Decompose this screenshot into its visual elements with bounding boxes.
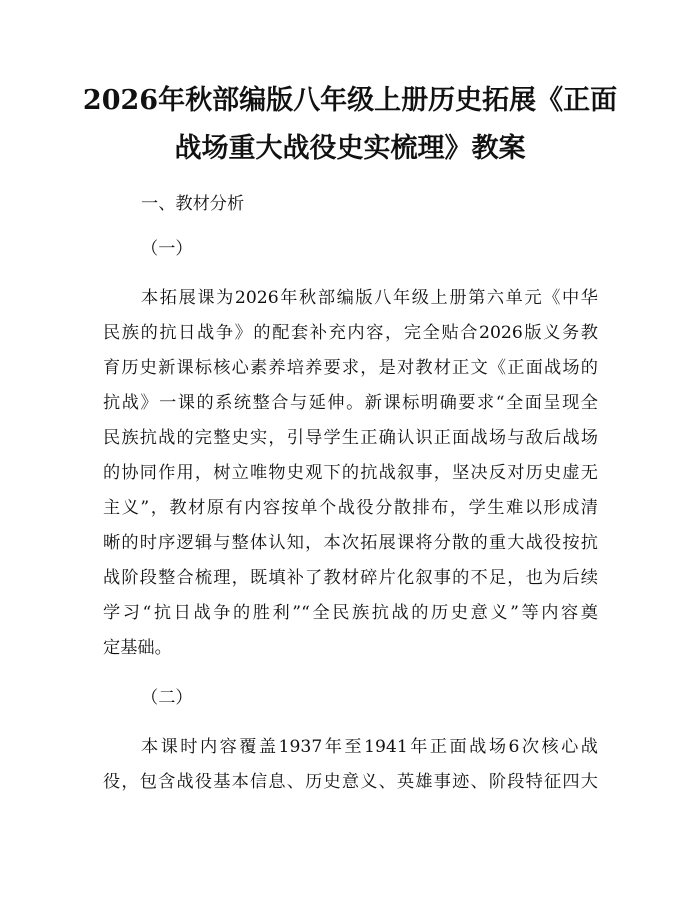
subsection-heading-1: （一） xyxy=(141,239,193,259)
paragraph-line: 定基础。 xyxy=(103,638,172,658)
subsection-heading-2: （二） xyxy=(141,688,193,708)
document-title-line-1: 2026年秋部编版八年级上册历史拓展《正面 xyxy=(82,85,618,116)
paragraph-line: 晰的时序逻辑与整体认知，本次拓展课将分散的重大战役按抗 xyxy=(103,533,598,553)
paragraph-line: 的协同作用，树立唯物史观下的抗战叙事，坚决反对历史虚无 xyxy=(103,463,598,483)
paragraph-line: 抗战》一课的系统整合与延伸。新课标明确要求“全面呈现全 xyxy=(103,393,598,413)
paragraph-line: 民族抗战的完整史实，引导学生正确认识正面战场与敌后战场 xyxy=(103,428,598,448)
paragraph-line: 育历史新课标核心素养培养要求，是对教材正文《正面战场的 xyxy=(103,358,598,378)
section-heading-teaching-material-analysis: 一、教材分析 xyxy=(141,194,245,214)
paragraph-line: 主义”，教材原有内容按单个战役分散排布，学生难以形成清 xyxy=(103,498,598,518)
paragraph-line: 本课时内容覆盖1937年至1941年正面战场6次核心战 xyxy=(141,737,598,757)
paragraph-line: 学习“抗日战争的胜利”“全民族抗战的历史意义”等内容奠 xyxy=(103,603,598,623)
document-title-line-2: 战场重大战役史实梳理》教案 xyxy=(174,133,526,164)
paragraph-line: 民族的抗日战争》的配套补充内容，完全贴合2026版义务教 xyxy=(103,323,598,343)
paragraph-line: 战阶段整合梳理，既填补了教材碎片化叙事的不足，也为后续 xyxy=(103,568,598,588)
paragraph-line: 本拓展课为2026年秋部编版八年级上册第六单元《中华 xyxy=(141,288,598,308)
paragraph-line: 役，包含战役基本信息、历史意义、英雄事迹、阶段特征四大 xyxy=(103,772,598,792)
